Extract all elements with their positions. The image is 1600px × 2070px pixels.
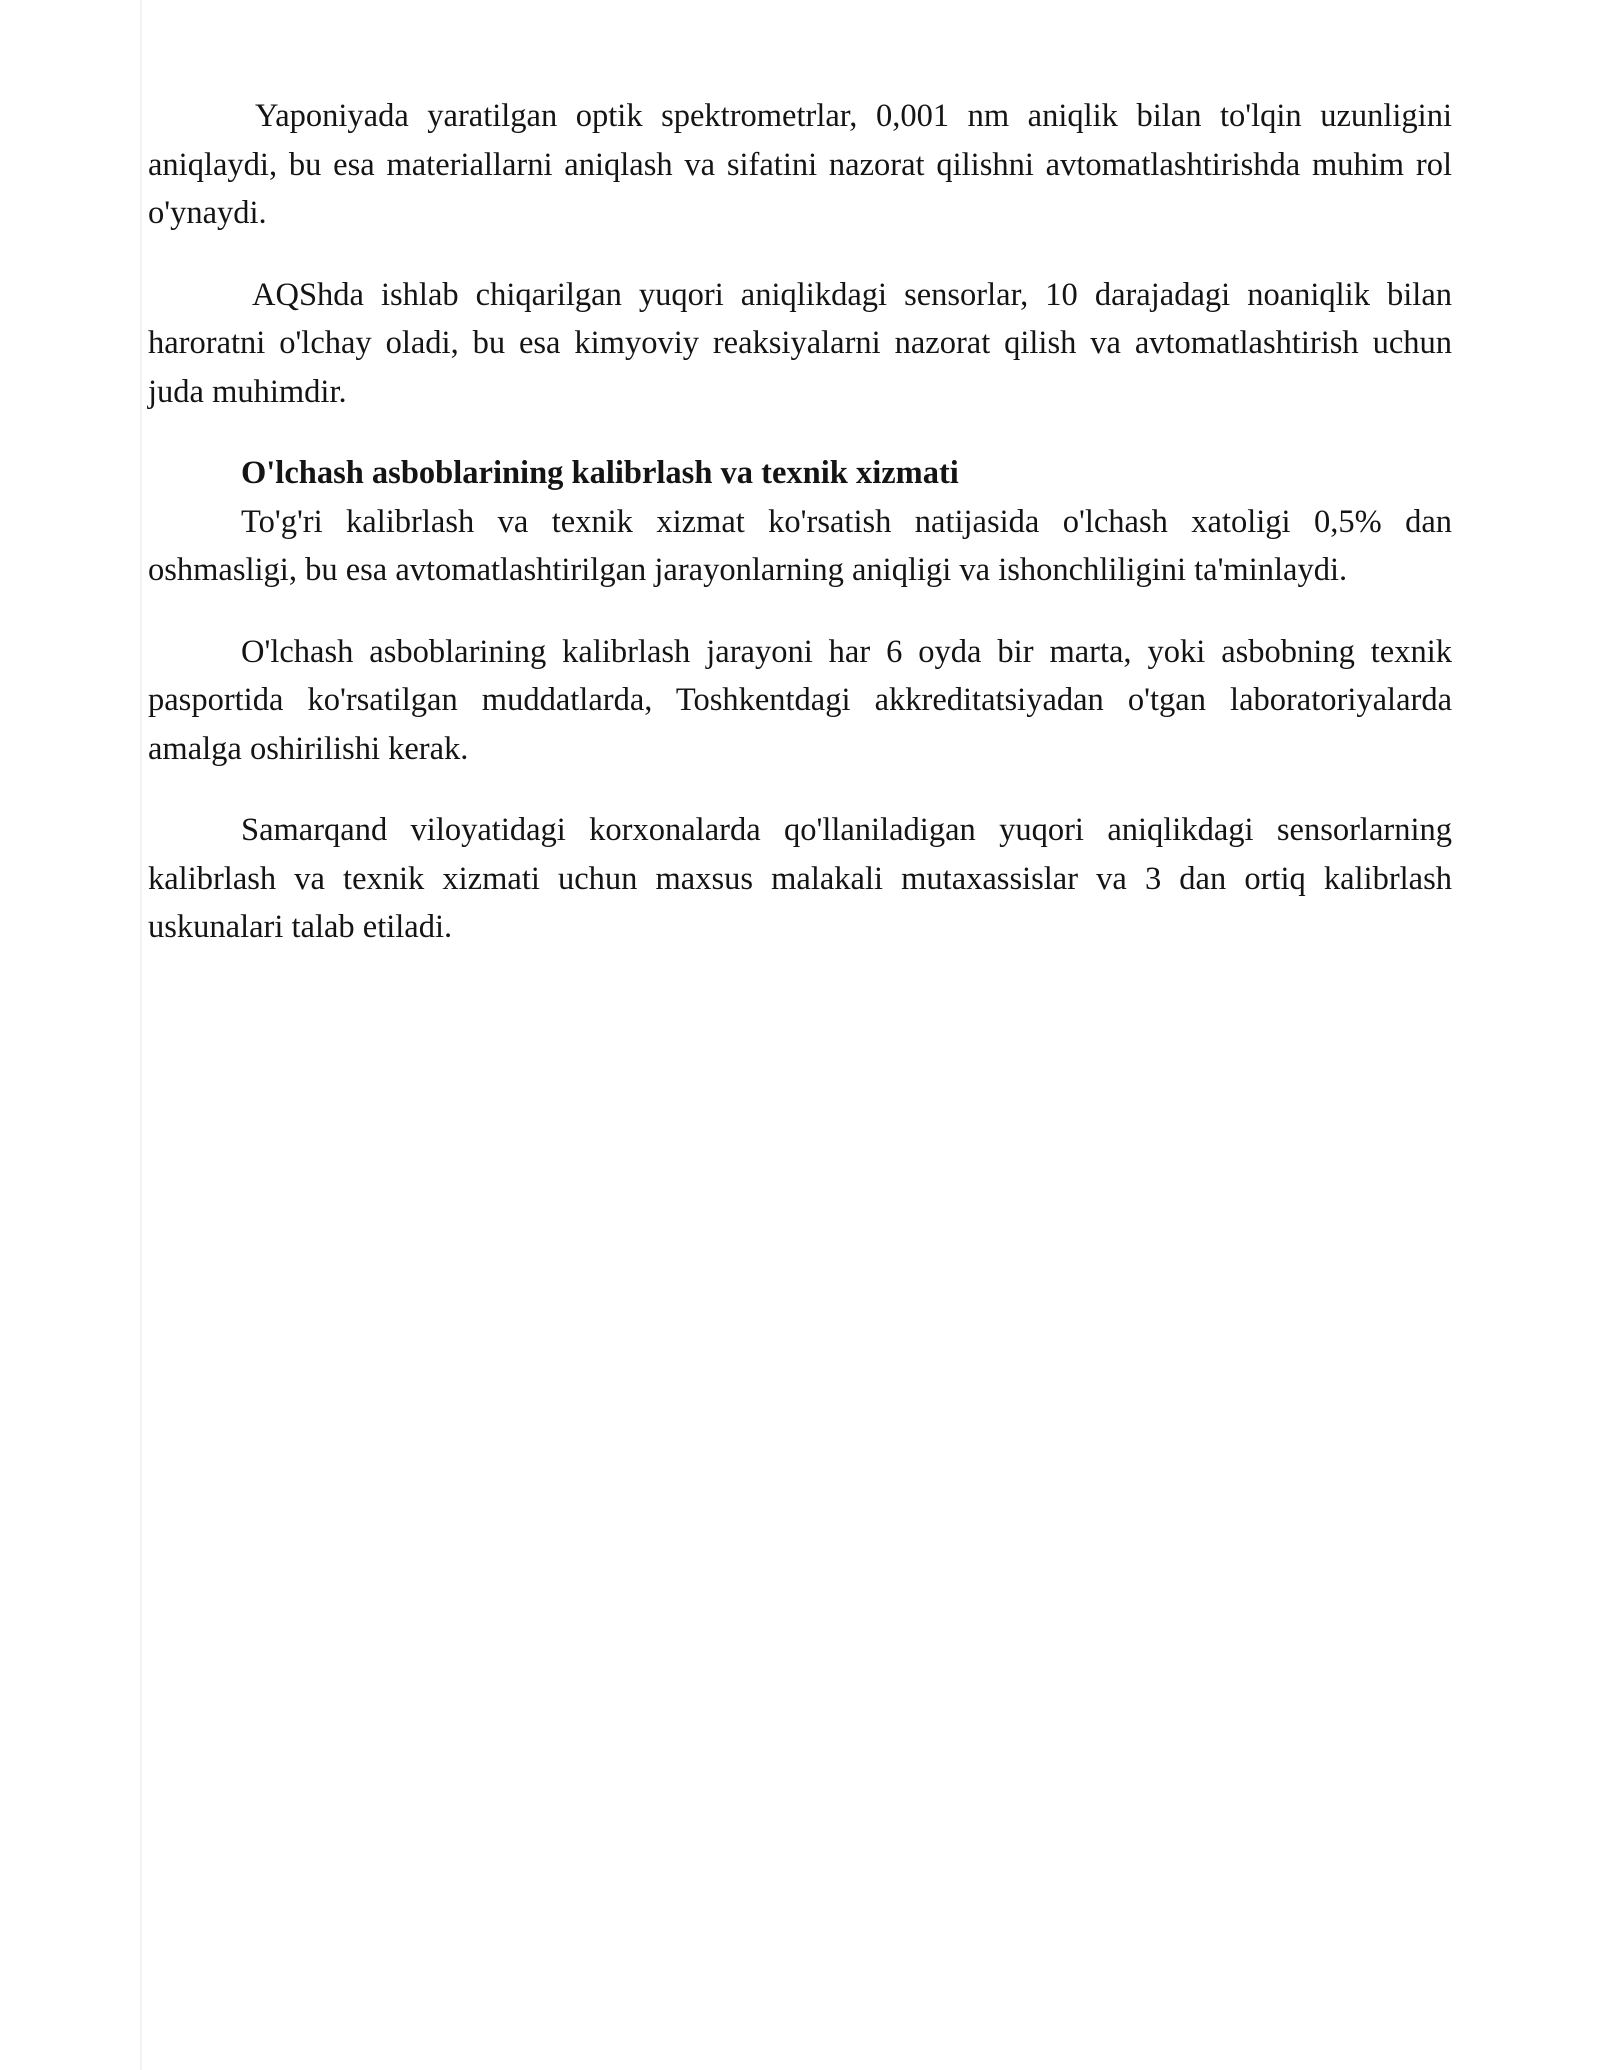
paragraph-spectrometers: Yaponiyada yaratilgan optik spektrometrlar, 0,001 nm aniqlik bilan to'lqin uzunligini aniqlaydi, bu esa materiallarni aniqlash va sifatini nazorat qilishni avtomatlashtirishda muhim rol o'ynaydi. <box>148 98 1452 231</box>
page-margin-line <box>140 0 142 2070</box>
section-heading: O'lchash asboblarining kalibrlash va texnik xizmati <box>241 455 959 491</box>
paragraph-calibration-error: To'g'ri kalibrlash va texnik xizmat ko'rsatish natijasida o'lchash xatoligi 0,5% dan oshmasligi, bu esa avtomatlashtirilgan jarayonlarning aniqligi va ishonchliligini ta'minlaydi. <box>148 503 1452 588</box>
paragraph-calibration-schedule: O'lchash asboblarining kalibrlash jarayoni har 6 oyda bir marta, yoki asbobning texnik pasportida ko'rsatilgan muddatlarda, Toshkentdagi akkreditatsiyadan o'tgan laboratoriyalarda amalga oshirilishi kerak. <box>148 633 1452 767</box>
document-body <box>148 92 1452 985</box>
paragraph-samarkand-sensors: Samarqand viloyatidagi korxonalarda qo'llaniladigan yuqori aniqlikdagi sensorlarning kalibrlash va texnik xizmati uchun maxsus malakali mutaxassislar va 3 dan ortiq kalibrlash uskunalari talab etiladi. <box>148 812 1452 945</box>
paragraph-sensors: AQShda ishlab chiqarilgan yuqori aniqlikdagi sensorlar, 10 darajadagi noaniqlik bilan haroratni o'lchay oladi, bu esa kimyoviy reaksiyalarni nazorat qilish va avtomatlashtirish uchun juda muhimdir. <box>148 276 1452 410</box>
